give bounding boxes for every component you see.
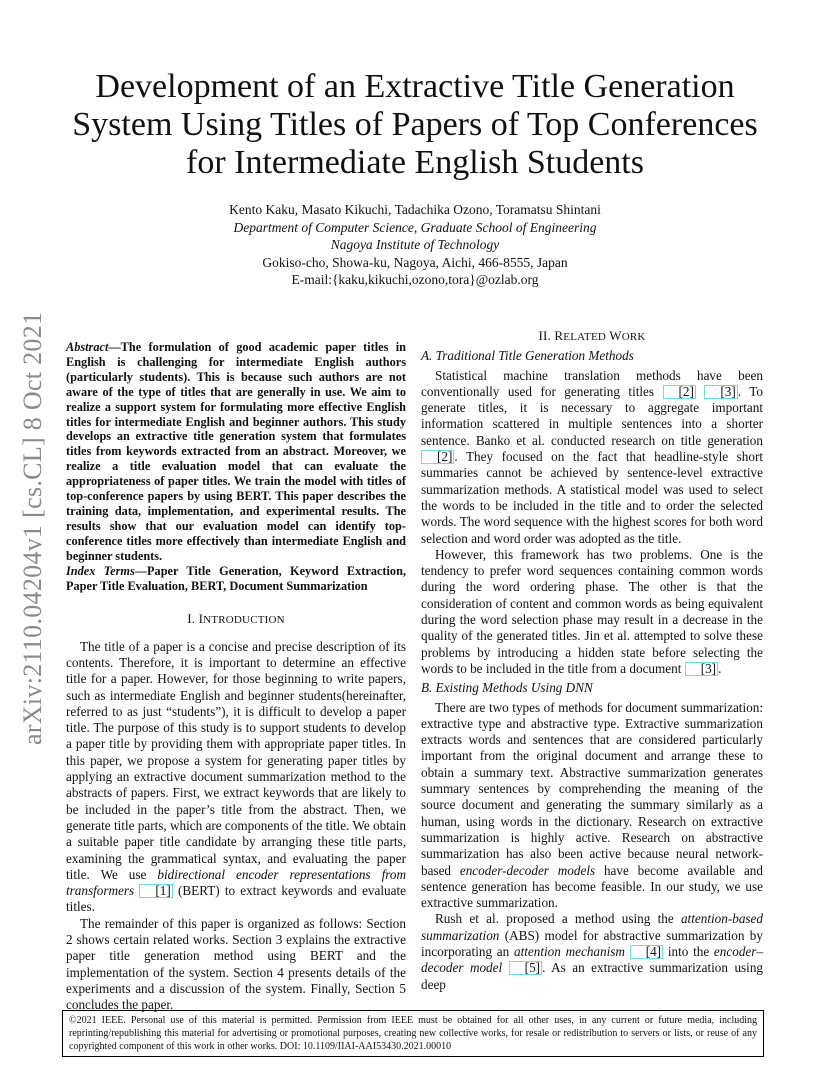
related-a-paragraph-2: However, this framework has two problems. One is the tendency to prefer word sequences containing common words during the word ordering phase. The other is that the consideration of content and common words as being equivalent during the word selection phase may result in a decrease in the quality of the generated titles. Jin et al. attempted to solve these problems by introducing a hidden state before selecting the words to be included in the title from a document [3] . (421, 546, 763, 676)
address: Gokiso-cho, Showa-ku, Nagoya, Aichi, 466-8555, Japan (262, 254, 568, 270)
related-b-paragraph-1: There are two types of methods for document summarization: extractive type and abstractive type. Extractive summarization extracts words and sentences that are considered particularly important from the original document and arrange these to obtain a summary text. Abstractive summarization generates summary sentences by comprehending the meaning of the source document and generating the summary similarly as a human, using words in the dictionary. Research on extractive summarization is highly active. Research on abstractive summarization has also been active because neural network-based encoder-decoder models have become available and sentence generation has become feasible. In our study, we use extractive summarization. (421, 699, 763, 911)
institute: Nagoya Institute of Technology (330, 237, 500, 252)
title-line-1: Development of an Extractive Title Generation (95, 68, 735, 105)
title-line-3: for Intermediate English Students (186, 144, 644, 181)
citation-link[interactable]: [2] (421, 450, 454, 464)
subsection-heading-b: B. Existing Methods Using DNN (421, 680, 593, 696)
copyright-footer: ©2021 IEEE. Personal use of this material is permitted. Permission from IEEE must be obtained for all other uses, in any current or future media, including reprinting/republishing this material for advertising or promotional purposes, creating new collective works, for resale or redistribution to servers or lists, or reuse of any copyrighted component of this work in other works. DOI: 10.1109/IIAI-AAI53430.2021.00010 (62, 1010, 764, 1057)
section-heading-related-work: II. RELATED WORK (538, 328, 646, 343)
abstract (66, 340, 406, 564)
index-terms-text: —Paper Title Generation, Keyword Extraction, Paper Title Evaluation, BERT, Document Summarization (66, 563, 406, 593)
email: E-mail:{kaku,kikuchi,ozono,tora}@ozlab.org (291, 272, 539, 287)
intro-paragraph-1: The title of a paper is a concise and precise description of its contents. Therefore, it is important to determine an effective title for a paper. However, for those beginning to write papers, such as intermediate English and beginner students(hereinafter, referred to as just “students”), it is difficult to develop a paper title. The purpose of this study is to support students to develop a paper title by providing them with appropriate paper titles. In this paper, we propose a system for generating paper titles by applying an extractive document summarization method to the abstracts of papers. First, we extract keywords that are likely to be included in the paper’s title from the abstract. Then, we generate title parts, which are components of the title. We obtain a suitable paper title candidate by arranging these title parts, examining the grammatical syntax, and evaluating the paper title. We use bidirectional encoder representations from transformers [1] (BERT) to extract keywords and evaluate titles. (66, 638, 406, 915)
paper-title (60, 68, 770, 182)
related-b-paragraph-2: Rush et al. proposed a method using the attention-based summarization (ABS) model for abstractive summarization by incorporating an attention mechanism [4] into the encoder–decoder model [5] . As an extractive summarization using deep (421, 911, 764, 992)
department: Department of Computer Science, Graduate School of Engineering (233, 219, 597, 235)
index-terms-label: Index Terms (66, 563, 135, 578)
intro-paragraph-2: The remainder of this paper is organized as follows: Section 2 shows certain related works. Section 3 explains the extractive paper title generation method using BERT and the implementation of the system. Section 4 presents details of the experiments and a discussion of the system. Finally, Section 5 concludes the paper. (66, 915, 406, 1013)
related-a-paragraph-1: Statistical machine translation methods have been conventionally used for generating titles [2] [3] . To generate titles, it is necessary to aggregate important information scattered in multiple sentences into a shorter sentence. Banko et al. conducted research on title generation [2] . They focused on the fact that headline-style short summaries cannot be achieved by sentence-level extractive summarization methods. A statistical model was used to select the words to be included in the title and to order the selected words. The word sequence with the highest scores for both word selection and word order was adopted as the title. (421, 367, 764, 546)
citation-link[interactable]: [5] (509, 961, 542, 975)
abstract-text: —The formulation of good academic paper titles in English is challenging for intermediate English authors (particularly students). This is because such authors are not aware of the type of titles that are generally in use. We aim to realize a support system for formulating more effective English titles for intermediate English and beginner authors. This study develops an extractive title generation system that formulates titles from keywords extracted from an abstract. Moreover, we realize a title evaluation model that can evaluate the appropriateness of paper titles. We train the model with titles of top-conference papers by using BERT. This paper describes the training data, implementation, and experimental results. The results show that our evaluation model can identify top-conference titles more effectively than intermediate English and beginner students. (66, 340, 406, 563)
index-terms (66, 564, 406, 594)
left-column (66, 328, 406, 1014)
subsection-heading-a: A. Traditional Title Generation Methods (421, 348, 634, 364)
citation-link[interactable]: [3] (704, 385, 737, 399)
citation-link[interactable]: [1] (139, 884, 172, 898)
citation-link[interactable]: [4] (630, 945, 663, 959)
citation-link[interactable]: [3] (685, 662, 718, 676)
abstract-label: Abstract (66, 340, 109, 354)
citation-link[interactable]: [2] (663, 385, 696, 399)
title-line-2: System Using Titles of Papers of Top Conferences (72, 106, 758, 143)
right-column (421, 328, 763, 993)
author-names: Kento Kaku, Masato Kikuchi, Tadachika Ozono, Toramatsu Shintani (229, 202, 601, 217)
author-block (110, 201, 720, 289)
section-heading-introduction: I. INTRODUCTION (187, 611, 285, 627)
arxiv-stamp: arXiv:2110.04204v1 [cs.CL] 8 Oct 2021 (18, 311, 47, 745)
